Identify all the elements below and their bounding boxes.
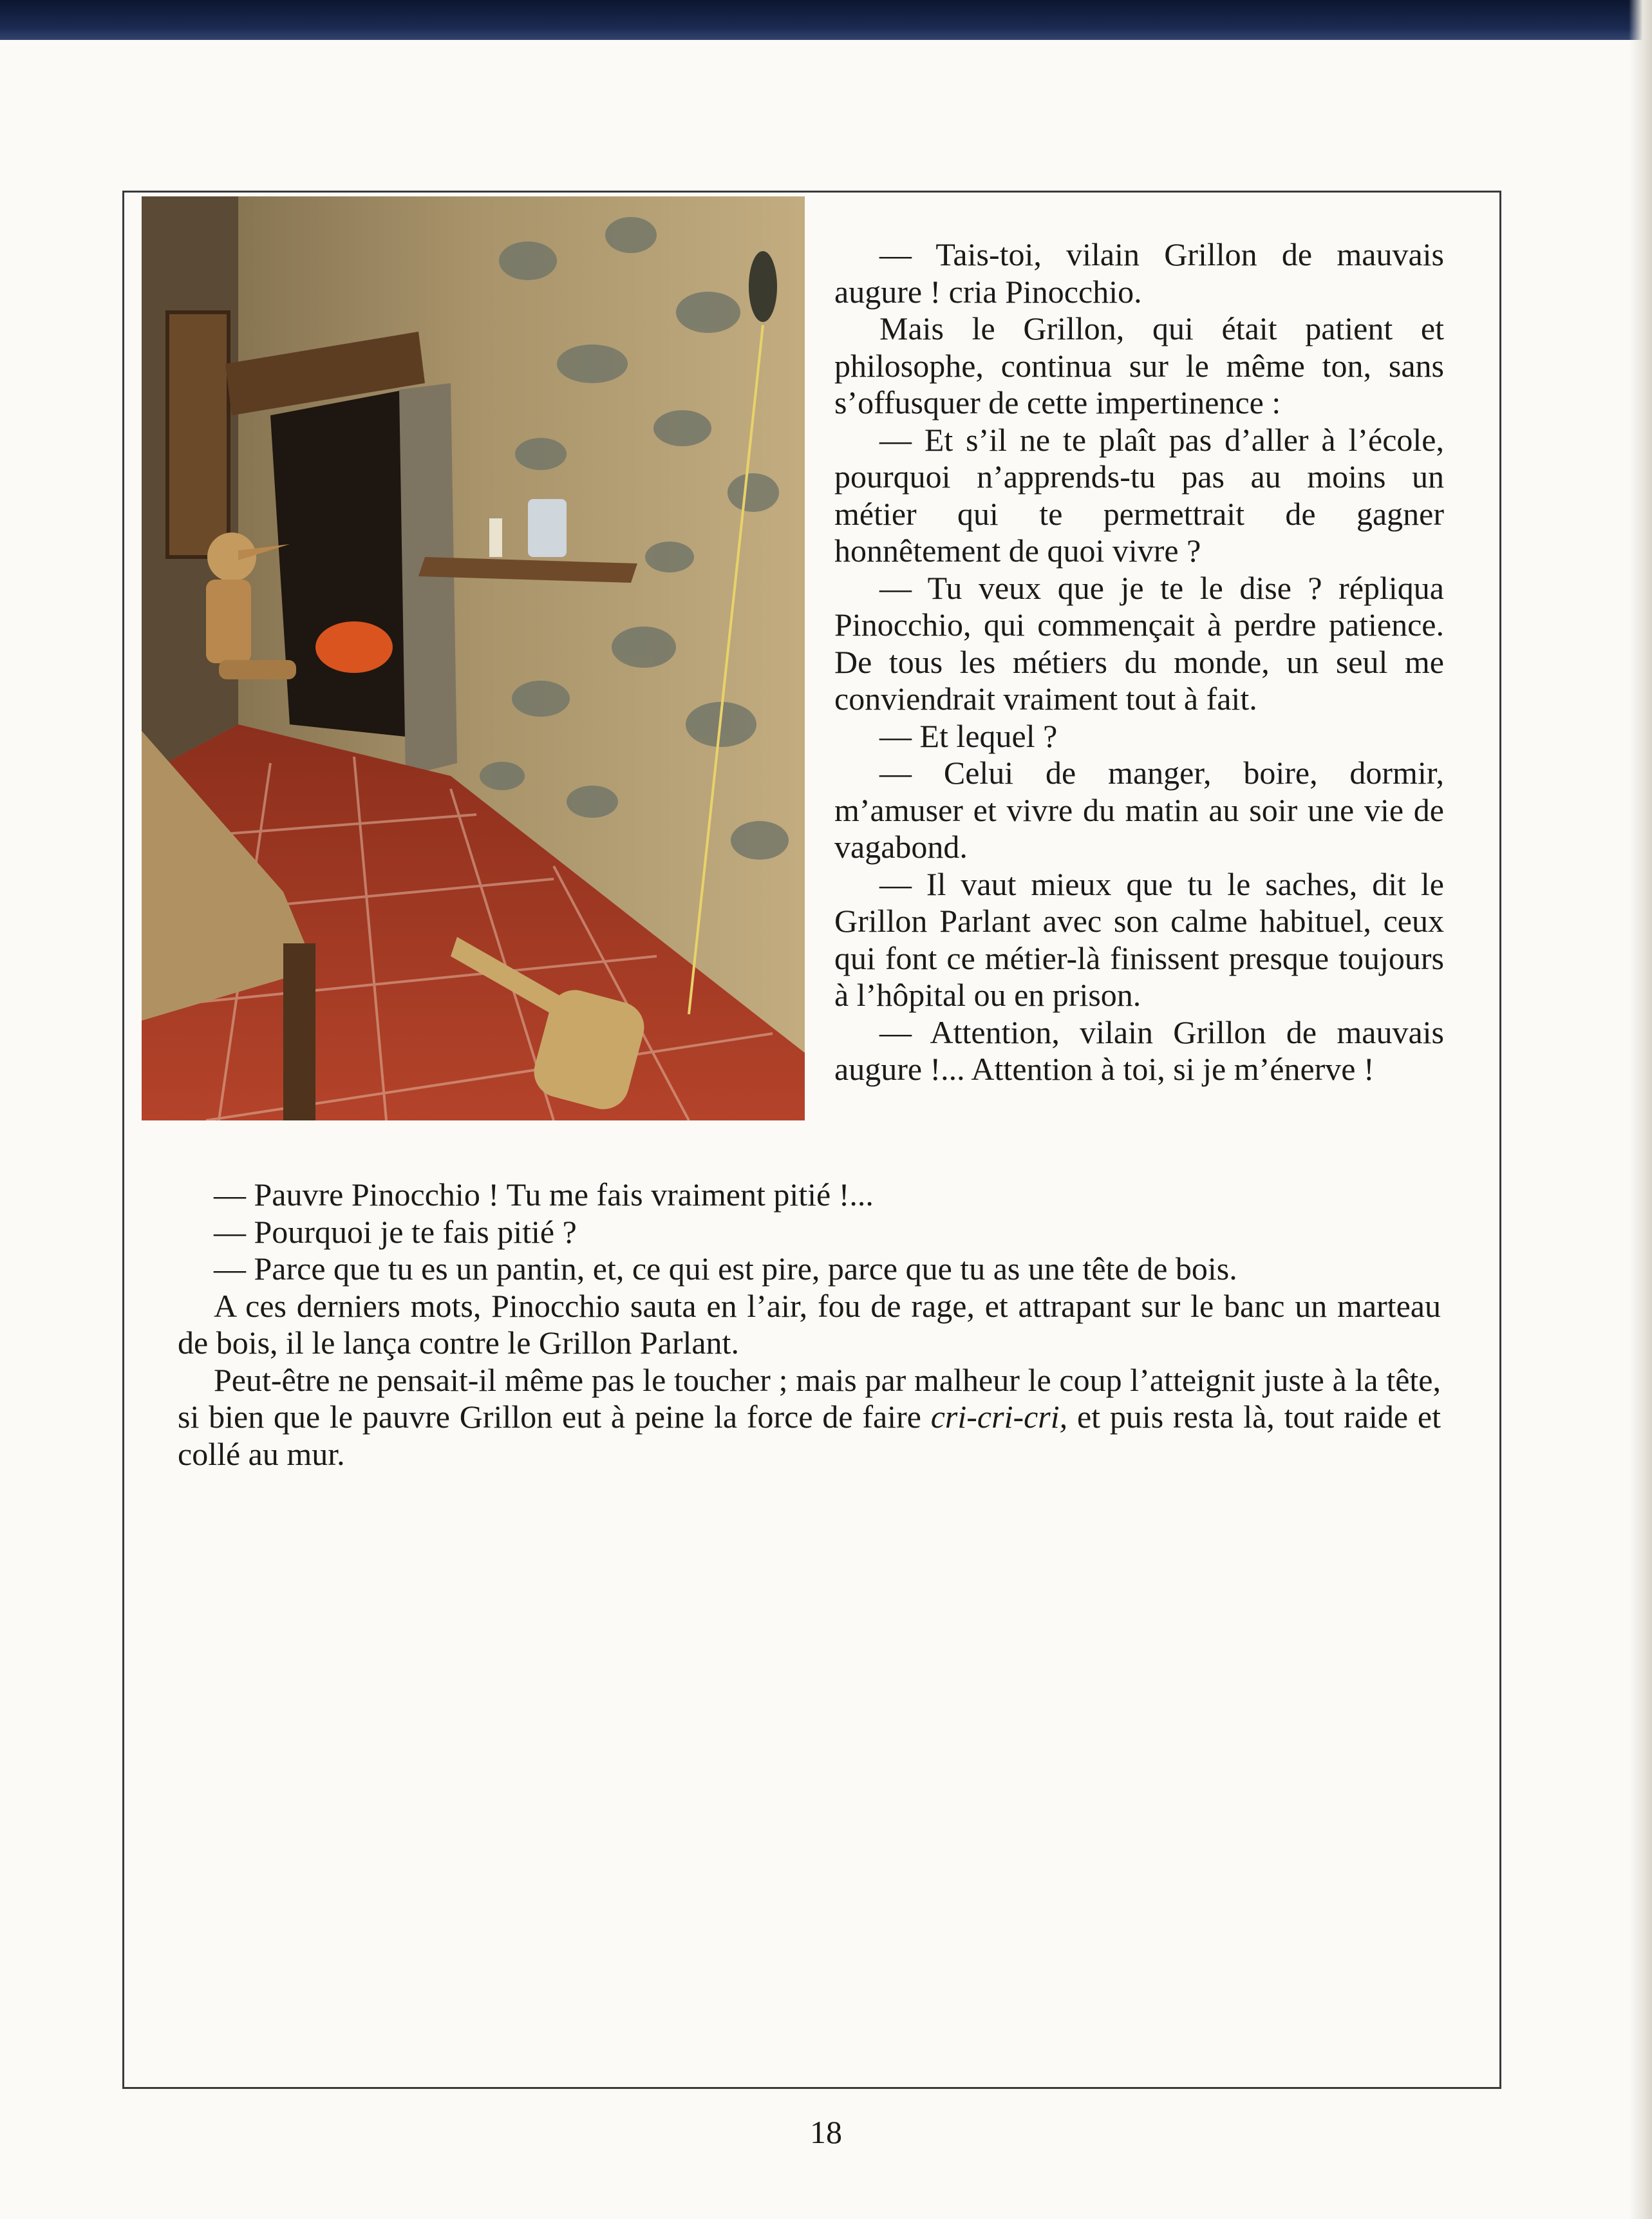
illustration-drawing	[142, 196, 805, 1120]
page-number: 18	[810, 2114, 842, 2150]
paragraph: — Parce que tu es un pantin, et, ce qui est pire, parce que tu as une tête de bois.	[214, 1251, 1237, 1287]
paragraph: — Pourquoi je te fais pitié ?	[214, 1213, 577, 1250]
paragraph: — Et s’il ne te plaît pas d’aller à l’école, pourquoi n’apprends-tu pas au moins un métier qui te permettrait de gagner honnêtement de quoi vivre ?	[834, 421, 1444, 569]
paragraph: — Pauvre Pinocchio ! Tu me fais vraiment pitié !...	[214, 1176, 874, 1213]
page-right-edge	[1629, 0, 1652, 2219]
side-column-text	[834, 236, 1444, 1088]
book-top-edge	[0, 0, 1652, 40]
fireplace-opening	[270, 390, 412, 737]
paragraph: Mais le Grillon, qui était patient et philosophe, continua sur le même ton, sans s’offusquer de cette impertinence :	[834, 310, 1444, 420]
paragraph-last	[178, 1362, 1441, 1473]
fireplace-pillar	[399, 383, 457, 776]
paragraph: — Et lequel ?	[879, 717, 1058, 754]
full-width-text	[178, 1176, 1441, 1473]
paragraph: A ces derniers mots, Pinocchio sauta en l’air, fou de rage, et attrapant sur le banc un marteau de bois, il le lança contre le Grillon Parlant.	[178, 1287, 1441, 1361]
paragraph: — Celui de manger, boire, dormir, m’amuser et vivre du matin au soir une vie de vagabond.	[834, 755, 1444, 865]
text-run: Peut-être ne pensait-il même pas le toucher ; mais par malheur le coup l’atteignit juste à la tête, si bien que le pauvre Grillon eut à peine la force de faire	[178, 1361, 1441, 1435]
paragraph: — Tais-toi, vilain Grillon de mauvais augure ! cria Pinocchio.	[834, 236, 1444, 310]
tin-mug	[528, 499, 567, 557]
text-run: et puis resta là, tout raide et collé au mur.	[178, 1399, 1441, 1472]
illustration-pinocchio-kitchen	[142, 196, 805, 1120]
chair-leg	[283, 943, 315, 1120]
fire-glow	[315, 621, 393, 673]
window-shutter	[167, 312, 229, 557]
italic-onomatopoeia: cri-cri-cri,	[930, 1399, 1068, 1435]
candle	[489, 518, 502, 557]
paragraph: — Il vaut mieux que tu le saches, dit le Grillon Parlant avec son calme habituel, ceux qui font ce métier-là finissent presque toujours à l’hôpital ou en prison.	[834, 865, 1444, 1013]
paragraph: — Tu veux que je te le dise ? répliqua Pinocchio, qui commençait à perdre patience. De tous les métiers du monde, un seul me conviendrait vraiment tout à fait.	[834, 569, 1444, 717]
paragraph: — Attention, vilain Grillon de mauvais augure !... Attention à toi, si je m’énerve !	[834, 1014, 1444, 1087]
